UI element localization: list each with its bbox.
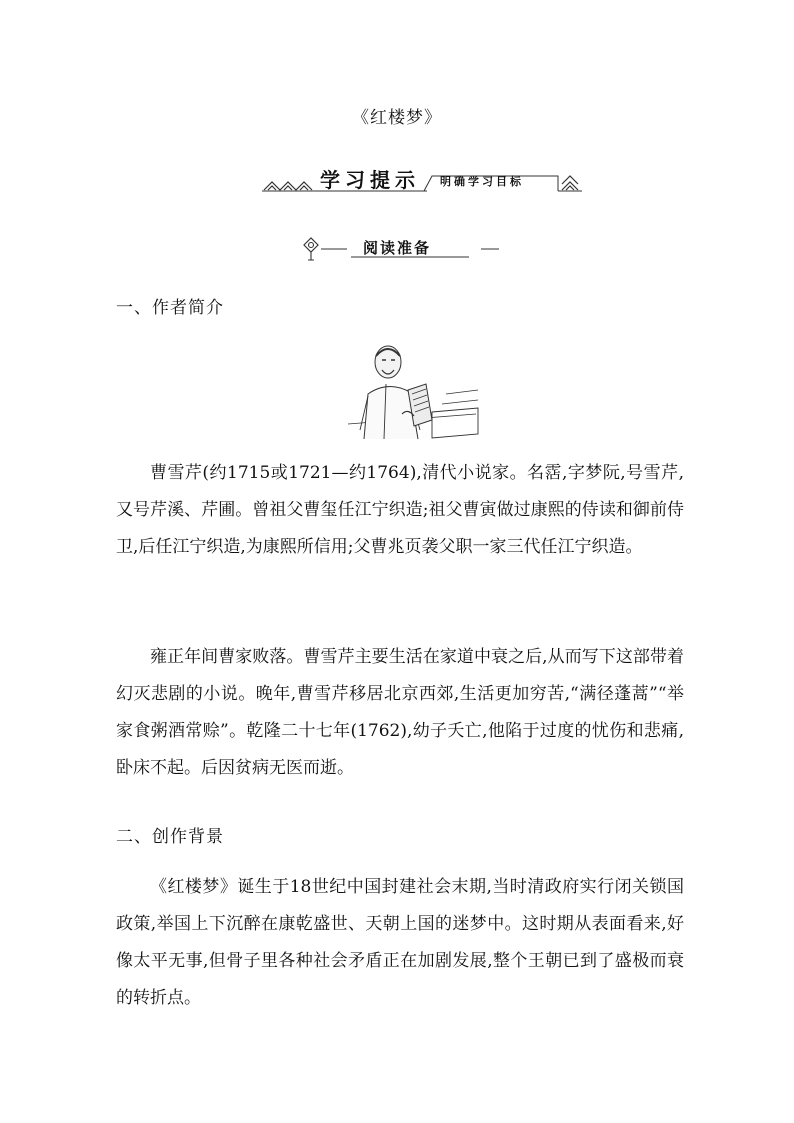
banner-graphic <box>262 164 582 196</box>
section-heading-author: 一、作者简介 <box>116 298 224 318</box>
mountain-wave-icon <box>562 176 578 190</box>
study-tips-banner <box>262 164 582 196</box>
subsection-header <box>303 236 503 262</box>
banner-main-label: 学习提示 <box>320 168 420 192</box>
subsection-title: 阅读准备 <box>363 239 432 257</box>
paragraph-background-1: 《红楼梦》诞生于18世纪中国封建社会末期,当时清政府实行闭关锁国政策,举国上下沉醉在康乾盛世、天朝上国的迷梦中。这时期从表面看来,好像太平无事,但骨子里各种社会矛盾正在加剧发展,整个王朝已到了盛极而衰的转折点。 <box>116 877 684 1008</box>
author-portrait <box>346 334 480 440</box>
banner-sub-label: 明确学习目标 <box>440 175 524 188</box>
mountain-wave-icon <box>264 182 312 190</box>
paragraph-author-bio-2: 雍正年间曹家败落。曹雪芹主要生活在家道中衰之后,从而写下这部带着幻灭悲剧的小说。晚年,曹雪芹移居北京西郊,生活更加穷苦,“满径蓬蒿”“举家食粥酒常赊”。乾隆二十七年(1762),幼子夭亡,他陷于过度的忧伤和悲痛,卧床不起。后因贫病无医而逝。 <box>116 647 684 778</box>
paragraph-author-bio-1: 曹雪芹(约1715或1721—约1764),清代小说家。名霑,字梦阮,号雪芹,又号芹溪、芹圃。曾祖父曹玺任江宁织造;祖父曹寅做过康熙的侍读和御前侍卫,后任江宁织造,为康熙所信用;父曹兆页袭父职一家三代任江宁织造。 <box>116 463 684 557</box>
chinese-knot-icon <box>304 238 318 260</box>
page-title: 《红楼梦》 <box>352 108 442 128</box>
section-heading-background: 二、创作背景 <box>116 827 224 847</box>
